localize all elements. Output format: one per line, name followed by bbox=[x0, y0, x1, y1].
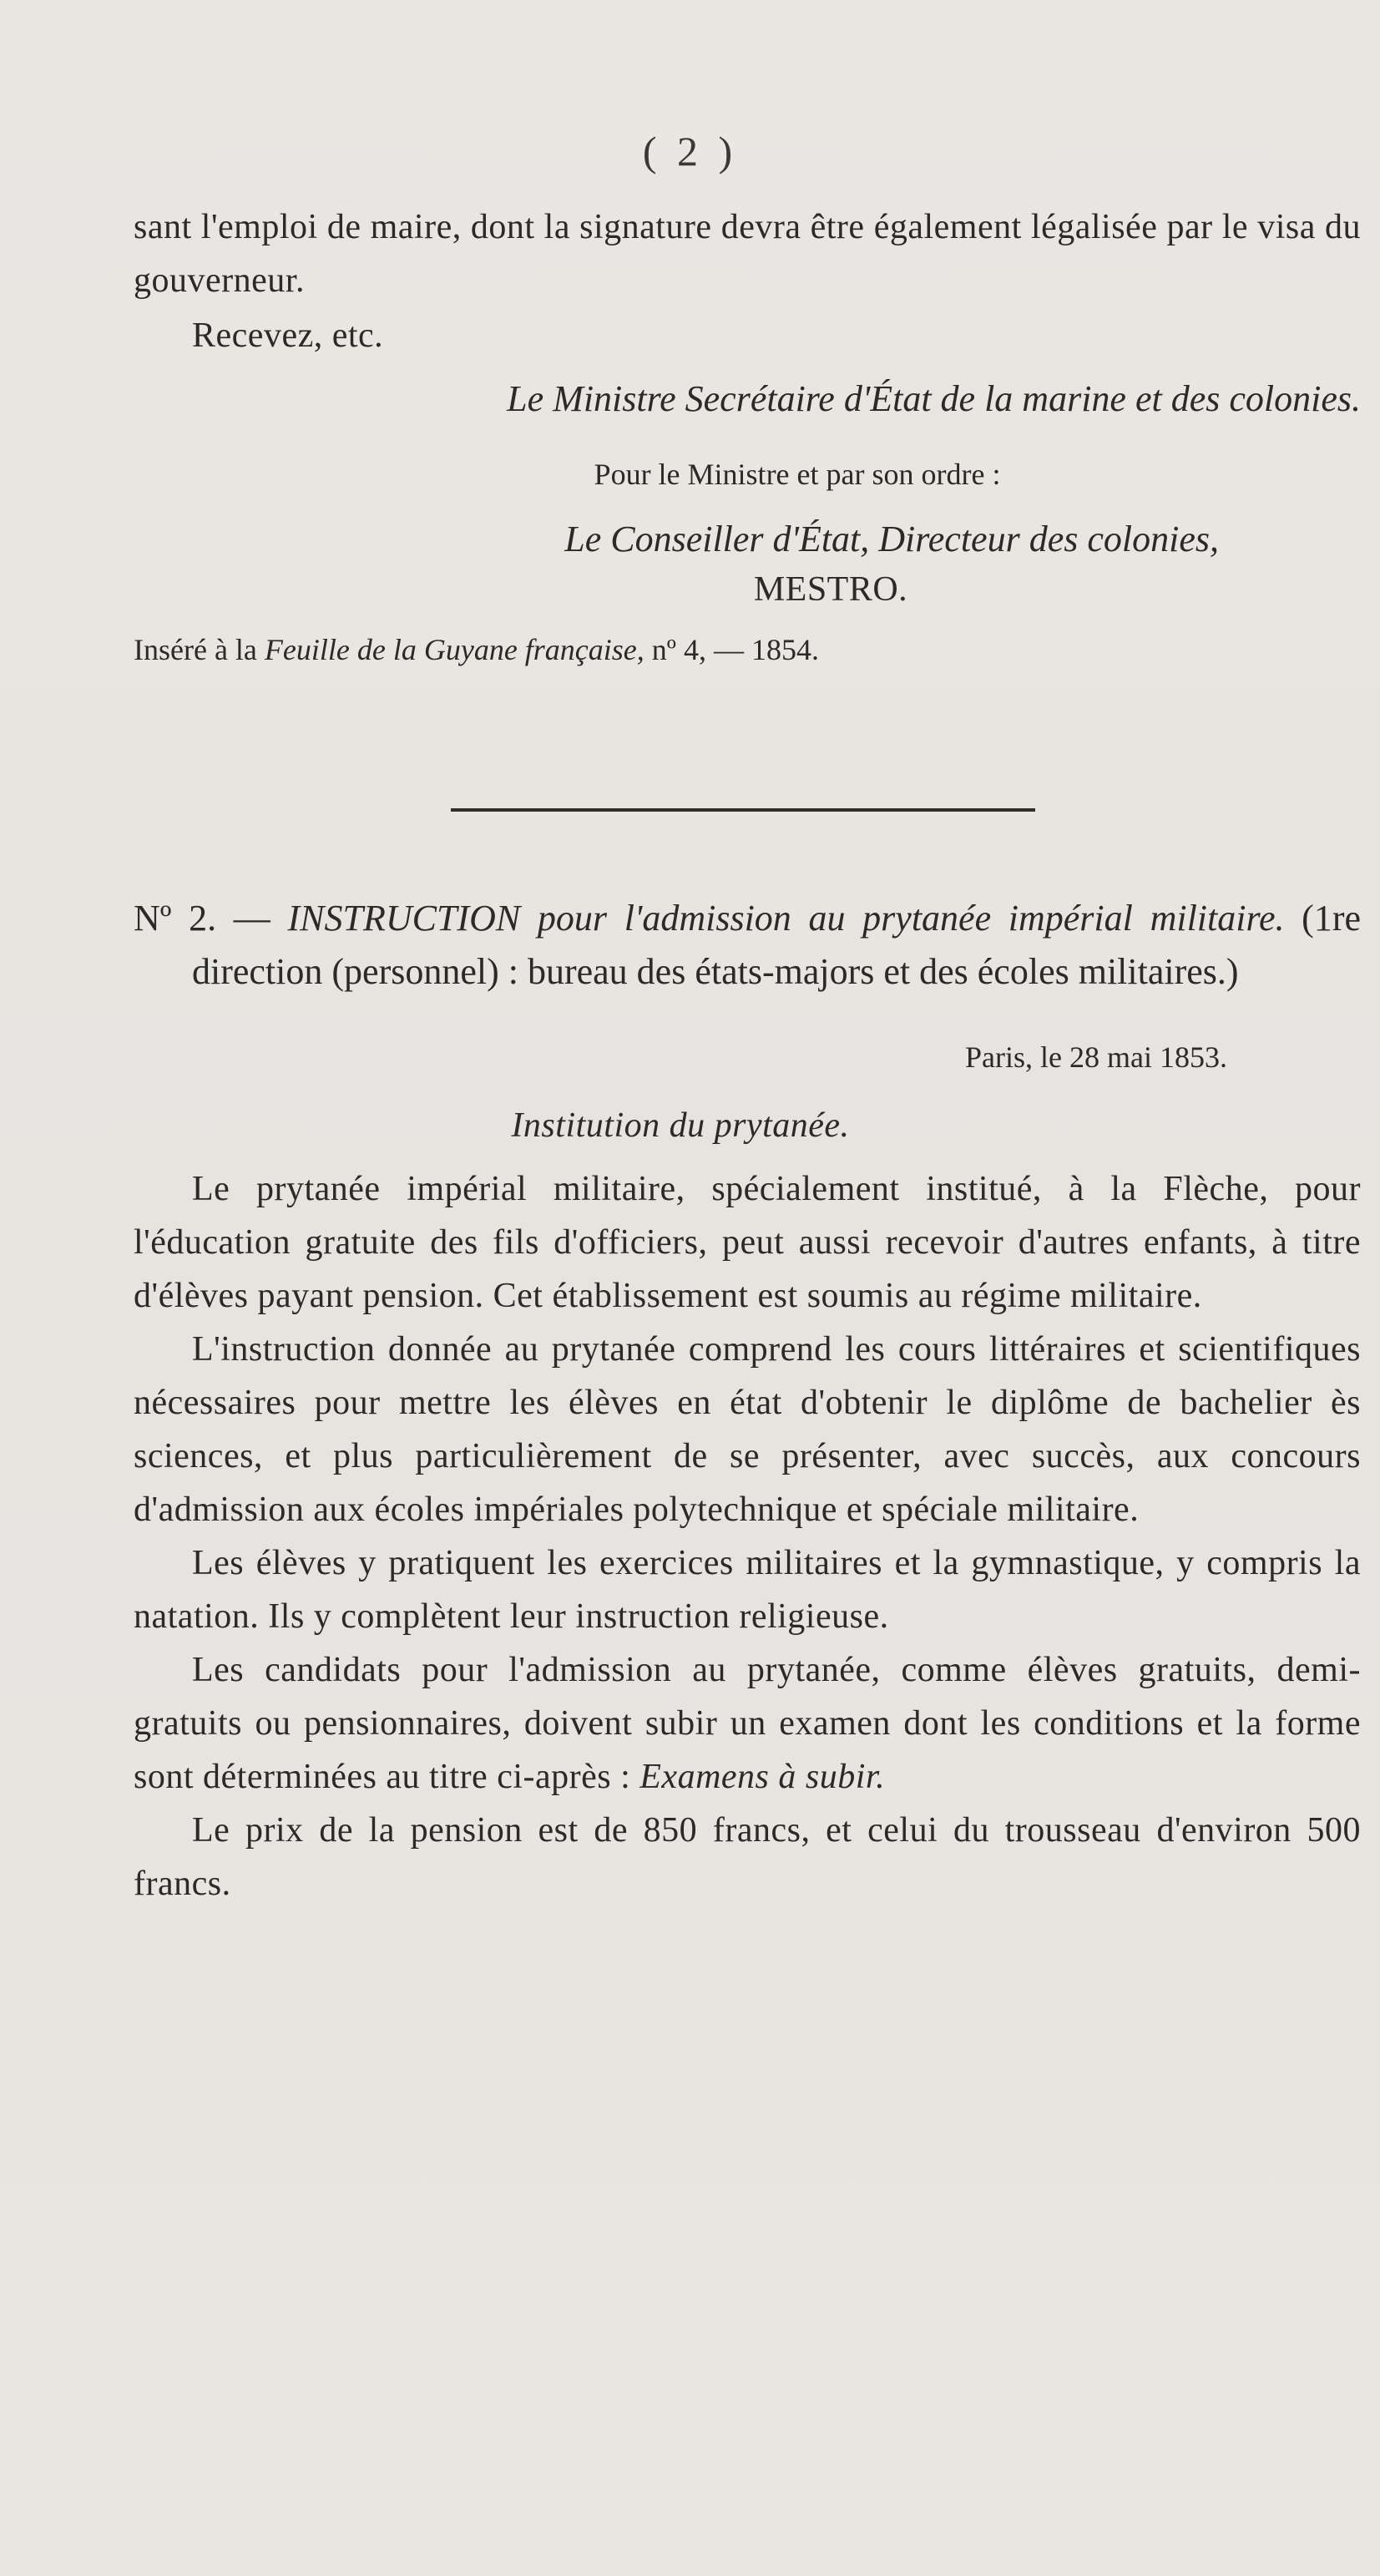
insertion-prefix: Inséré à la bbox=[134, 633, 257, 666]
instruction-heading bbox=[134, 892, 1361, 999]
minister-title: Le Ministre Secrétaire d'État de la marine et des colonies. bbox=[507, 378, 1361, 419]
paragraph-4 bbox=[134, 1643, 1361, 1804]
instruction-title: INSTRUCTION pour l'admission au prytanée impérial militaire. bbox=[287, 898, 1285, 939]
by-order-line: Pour le Ministre et par son ordre : bbox=[594, 458, 1001, 491]
paragraph-4-reference: Examens à subir. bbox=[639, 1758, 886, 1796]
separator-rule bbox=[451, 808, 1035, 812]
section-title: Institution du prytanée. bbox=[511, 1106, 850, 1145]
paragraph-3: Les élèves y pratiquent les exercices militaires et la gymnastique, y compris la natation. Ils y complètent leur instruction religieuse. bbox=[134, 1544, 1361, 1636]
instruction-number: Nº 2. — bbox=[134, 898, 270, 939]
paragraph-4-text: Les candidats pour l'admission au prytanée, comme élèves gratuits, demi-gratuits ou pensionnaires, doivent subir un examen dont les conditions et la forme sont déterminées au titre ci-après : bbox=[134, 1651, 1361, 1796]
instruction-section bbox=[134, 892, 1361, 1910]
closing-line: Recevez, etc. bbox=[192, 316, 384, 355]
top-section bbox=[134, 200, 1361, 673]
counselor-title: Le Conseiller d'État, Directeur des colonies, bbox=[564, 519, 1219, 559]
paragraph-5: Le prix de la pension est de 850 francs, et celui du trousseau d'environ 500 francs. bbox=[134, 1811, 1361, 1903]
insertion-journal: Feuille de la Guyane française, bbox=[264, 633, 645, 666]
page-number: ( 2 ) bbox=[642, 128, 738, 175]
paragraph-1: Le prytanée impérial militaire, spécialement institué, à la Flèche, pour l'éducation gratuite des fils d'officiers, peut aussi recevoir d'autres enfants, à titre d'élèves payant pension. Cet établissement est soumis au régime militaire. bbox=[134, 1170, 1361, 1315]
signature: MESTRO. bbox=[753, 570, 908, 609]
insertion-note bbox=[134, 626, 1361, 673]
paragraph-2: L'instruction donnée au prytanée comprend les cours littéraires et scientifiques nécessaires pour mettre les élèves en état d'obtenir le diplôme de bachelier ès sciences, et plus particulièrement de se présenter, avec succès, aux concours d'admission aux écoles impériales polytechnique et spéciale militaire. bbox=[134, 1330, 1361, 1529]
instruction-subtitle: (1re direction (personnel) : bureau des états-majors et des écoles militaires.) bbox=[192, 898, 1362, 992]
insertion-suffix: nº 4, — 1854. bbox=[651, 633, 819, 666]
continuation-paragraph: sant l'emploi de maire, dont la signature devra être également légalisée par le visa du gouverneur. bbox=[134, 208, 1361, 300]
date-line: Paris, le 28 mai 1853. bbox=[965, 1040, 1227, 1074]
